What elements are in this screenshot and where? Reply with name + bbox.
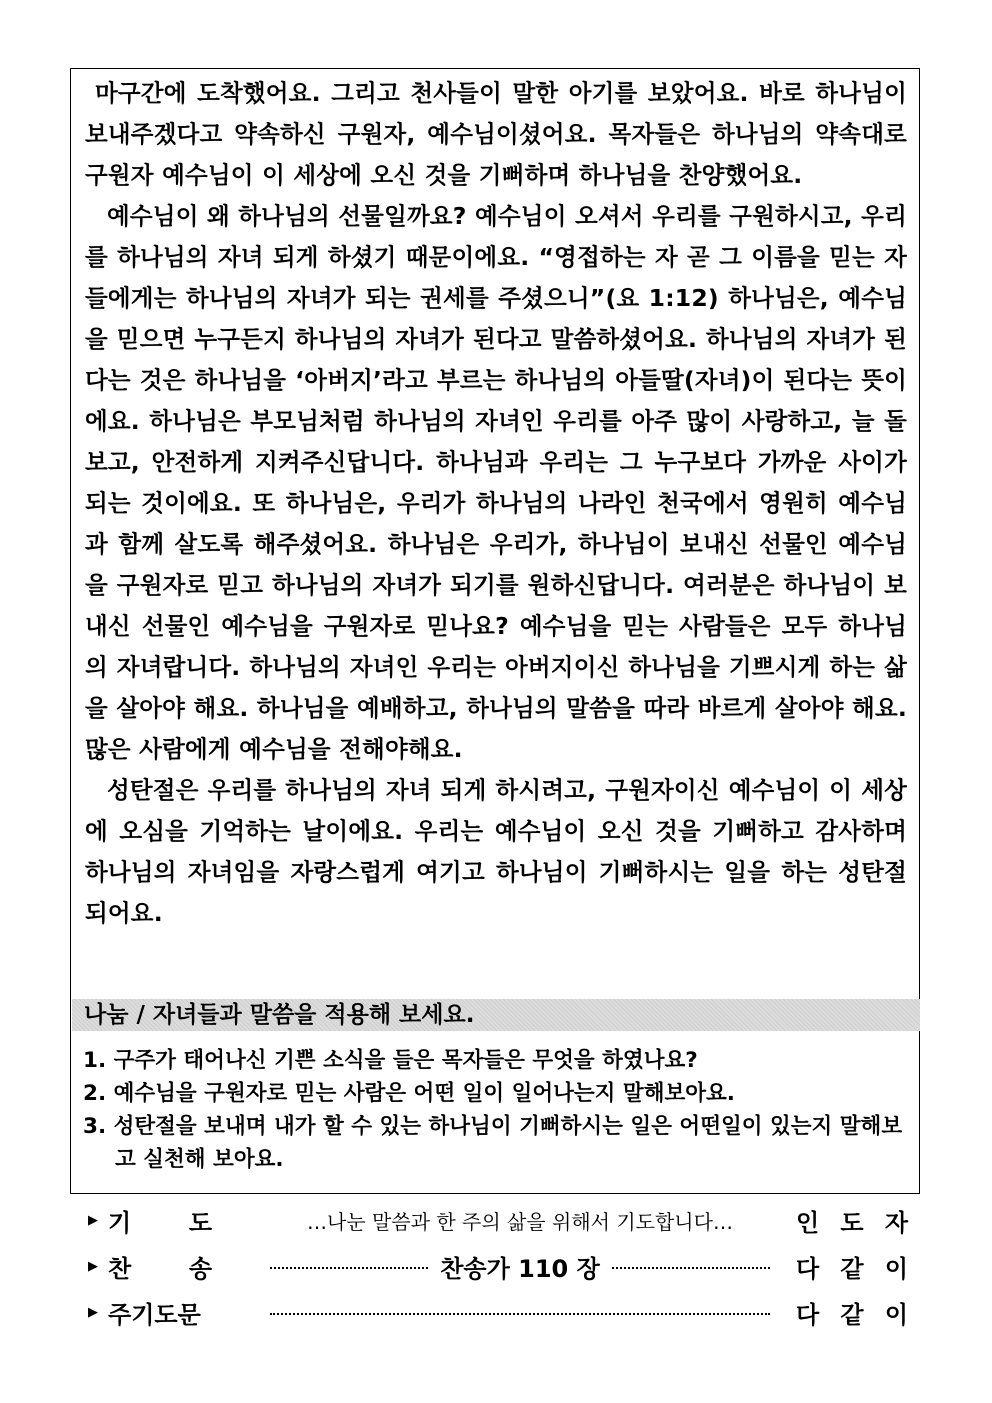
order-row-hymn	[88, 1243, 908, 1289]
order-row-lords-prayer	[88, 1289, 908, 1335]
hymn-number: 찬송가 110 장	[440, 1254, 600, 1283]
order-label: 찬 송	[108, 1254, 212, 1283]
sermon-body	[85, 73, 907, 934]
order-leader: 다 같 이	[796, 1300, 908, 1329]
leader-dots	[612, 1267, 770, 1269]
question-item: 2. 예수님을 구원자로 믿는 사람은 어떤 일이 일어나는지 말해보아요.	[83, 1081, 735, 1106]
share-section-header: 나눔 / 자녀들과 말씀을 적용해 보세요.	[72, 999, 920, 1031]
worship-order	[88, 1197, 908, 1335]
paragraph: 마구간에 도착했어요. 그리고 천사들이 말한 아기를 보았어요. 바로 하나님이 보내주겠다고 약속하신 구원자, 예수님이셨어요. 목자들은 하나님의 약속대로 구원자 예수님이 이 세상에 오신 것을 기뻐하며 하나님을 찬양했어요.	[85, 79, 907, 189]
order-label: 기 도	[108, 1208, 212, 1237]
triangle-right-icon: ▶	[88, 1304, 98, 1320]
leader-dots	[270, 1267, 428, 1269]
order-note: …나눈 말씀과 한 주의 삶을 위해서 기도합니다…	[307, 1209, 733, 1234]
order-label: 주기도문	[108, 1300, 201, 1329]
question-item: 3. 성탄절을 보내며 내가 할 수 있는 하나님이 기뻐하시는 일은 어떤일이 있는지 말해보고 실천해 보아요.	[83, 1114, 903, 1172]
content-box	[70, 68, 920, 1194]
question-item: 1. 구주가 태어나신 기쁜 소식을 들은 목자들은 무엇을 하였나요?	[83, 1048, 698, 1073]
order-leader: 인 도 자	[796, 1208, 908, 1237]
paragraph: 성탄절은 우리를 하나님의 자녀 되게 하시려고, 구원자이신 예수님이 이 세상에 오심을 기억하는 날이에요. 우리는 예수님이 오신 것을 기뻐하고 감사하며 하나님의 자녀임을 자랑스럽게 여기고 하나님이 기뻐하시는 일을 하는 성탄절 되어요.	[85, 776, 907, 927]
discussion-questions	[83, 1044, 909, 1176]
triangle-right-icon: ▶	[88, 1212, 98, 1228]
triangle-right-icon: ▶	[88, 1258, 98, 1274]
leader-dots	[270, 1313, 770, 1315]
order-leader: 다 같 이	[796, 1254, 908, 1283]
paragraph: 예수님이 왜 하나님의 선물일까요? 예수님이 오셔서 우리를 구원하시고, 우리를 하나님의 자녀 되게 하셨기 때문이에요. “영접하는 자 곧 그 이름을 믿는 자들에게는 하나님의 자녀가 되는 권세를 주셨으니”(요 1:12) 하나님은, 예수님을 믿으면 누구든지 하나님의 자녀가 된다고 말씀하셨어요. 하나님의 자녀가 된다는 것은 하나님을 ‘아버지’라고 부르는 하나님의 아들딸(자녀)이 된다는 뜻이에요. 하나님은 부모님처럼 하나님의 자녀인 우리를 아주 많이 사랑하고, 늘 돌보고, 안전하게 지켜주신답니다. 하나님과 우리는 그 누구보다 가까운 사이가 되는 것이에요. 또 하나님은, 우리가 하나님의 나라인 천국에서 영원히 예수님과 함께 살도록 해주셨어요. 하나님은 우리가, 하나님이 보내신 선물인 예수님을 구원자로 믿고 하나님의 자녀가 되기를 원하신답니다. 여러분은 하나님이 보내신 선물인 예수님을 구원자로 믿나요? 예수님을 믿는 사람들은 모두 하나님의 자녀랍니다. 하나님의 자녀인 우리는 아버지이신 하나님을 기쁘시게 하는 삶을 살아야 해요. 하나님을 예배하고, 하나님의 말씀을 따라 바르게 살아야 해요. 많은 사람에게 예수님을 전해야해요.	[85, 202, 907, 763]
order-row-prayer	[88, 1197, 908, 1243]
